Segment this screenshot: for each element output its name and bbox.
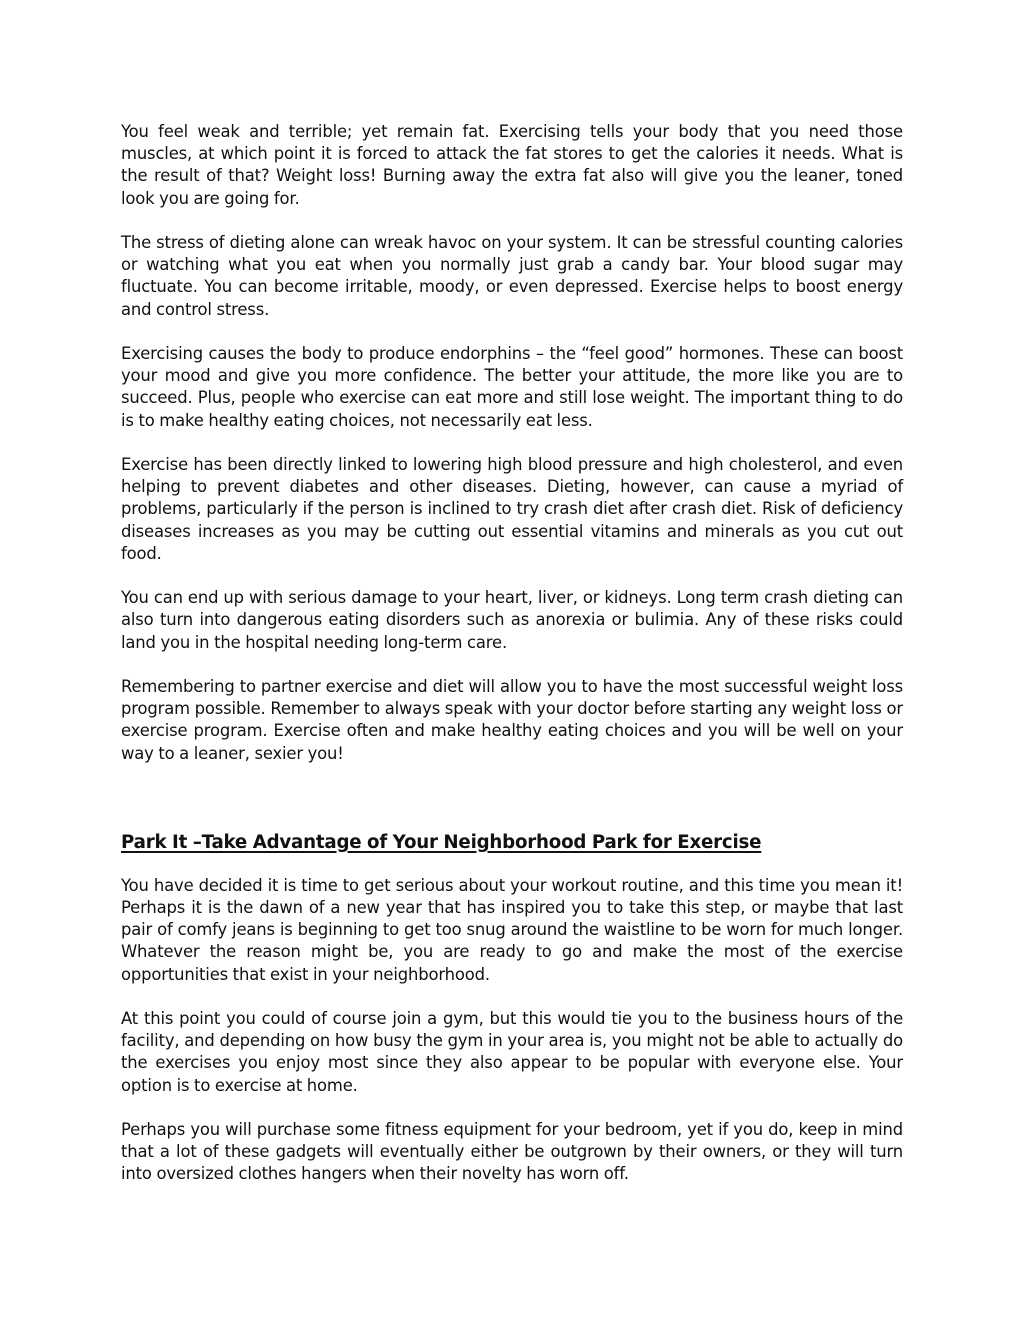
body-paragraph-1: You feel weak and terrible; yet remain fat. Exercising tells your body that you need those muscles, at which point it is forced to attack the fat stores to get the calories it needs. What is the result of that? Weight loss! Burning away the extra fat also will give you the leaner, toned look you are going for. (121, 122, 903, 208)
body-paragraph-3: Exercising causes the body to produce endorphins – the “feel good” hormones. These can boost your mood and give you more confidence. The better your attitude, the more like you are to succeed. Plus, people who exercise can eat more and still lose weight. The important thing to do is to make healthy eating choices, not necessarily eat less. (121, 344, 903, 430)
body-paragraph-6: Remembering to partner exercise and diet will allow you to have the most successful weight loss program possible. Remember to always speak with your doctor before starting any weight loss or exercise program. Exercise often and make healthy eating choices and you will be well on your way to a leaner, sexier you! (121, 677, 903, 763)
section-paragraph-1: You have decided it is time to get serious about your workout routine, and this time you mean it! Perhaps it is the dawn of a new year that has inspired you to take this step, or maybe that last pair of comfy jeans is beginning to get too snug around the waistline to be worn for much longer. Whatever the reason might be, you are ready to go and make the most of the exercise opportunities that exist in your neighborhood. (121, 875, 903, 984)
body-paragraph-2: The stress of dieting alone can wreak havoc on your system. It can be stressful counting calories or watching what you eat when you normally just grab a candy bar. Your blood sugar may fluctuate. You can become irritable, moody, or even depressed. Exercise helps to boost energy and control stress. (121, 233, 903, 319)
body-paragraph-5: You can end up with serious damage to your heart, liver, or kidneys. Long term crash dieting can also turn into dangerous eating disorders such as anorexia or bulimia. Any of these risks could land you in the hospital needing long-term care. (121, 588, 903, 652)
body-paragraph-4: Exercise has been directly linked to lowering high blood pressure and high cholesterol, and even helping to prevent diabetes and other diseases. Dieting, however, can cause a myriad of problems, particularly if the person is inclined to try crash diet after crash diet. Risk of deficiency diseases increases as you may be cutting out essential vitamins and minerals as you cut out food. (121, 455, 903, 563)
document-page (121, 121, 903, 1208)
section-heading: Park It –Take Advantage of Your Neighborhood Park for Exercise (121, 831, 762, 853)
section-paragraph-3: Perhaps you will purchase some fitness equipment for your bedroom, yet if you do, keep in mind that a lot of these gadgets will eventually either be outgrown by their owners, or they will turn into oversized clothes hangers when their novelty has worn off. (121, 1120, 903, 1184)
section-paragraph-2: At this point you could of course join a gym, but this would tie you to the business hours of the facility, and depending on how busy the gym in your area is, you might not be able to actually do the exercises you enjoy most since they also appear to be popular with everyone else. Your option is to exercise at home. (121, 1009, 903, 1095)
